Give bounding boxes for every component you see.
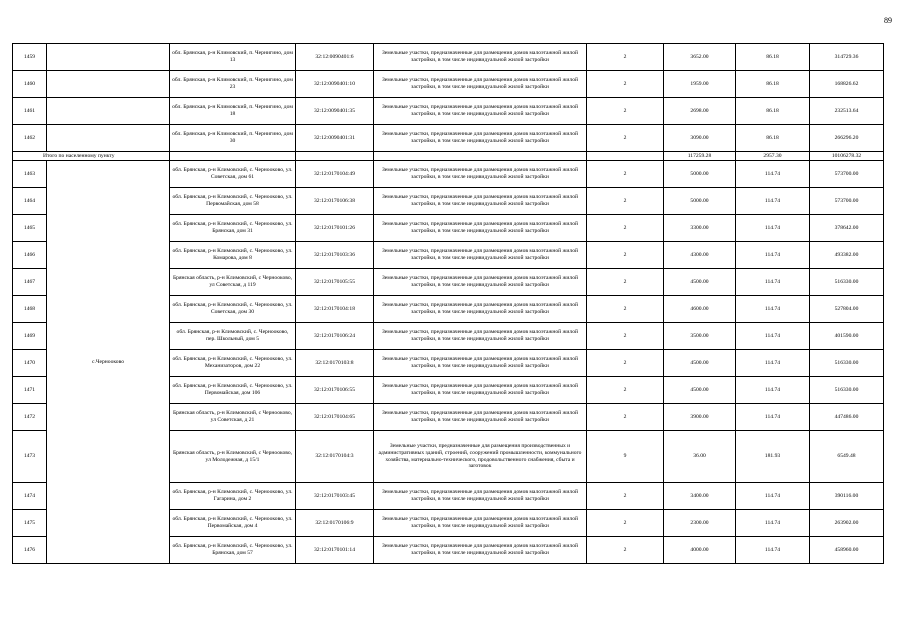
area-cell: 5000.00 <box>664 188 736 215</box>
group-cell: 2 <box>587 296 664 323</box>
cadastral-value-cell: 266296.20 <box>810 125 884 152</box>
specific-value-cell: 114.74 <box>736 537 810 564</box>
cadastral-number-cell: 32:12:0170106:55 <box>296 377 374 404</box>
specific-value-cell: 114.74 <box>736 215 810 242</box>
address-cell: обл. Брянская, р-н Климовский, с. Чернооково, ул. Первомайская, дом 58 <box>170 188 296 215</box>
cadastral-value-cell: 378642.00 <box>810 215 884 242</box>
row-number: 1473 <box>13 431 47 483</box>
land-purpose-cell: Земельные участки, предназначенные для размещения домов малоэтажной жилой застройки, в том числе индивидуальной жилой застройки <box>374 377 587 404</box>
land-purpose-cell: Земельные участки, предназначенные для размещения производственных и административных зданий, строений, сооружений промышленности, коммунального хозяйства, материально-технического, продовольственного снабжения, сбыта и заготовок <box>374 431 587 483</box>
land-purpose-cell: Земельные участки, предназначенные для размещения домов малоэтажной жилой застройки, в том числе индивидуальной жилой застройки <box>374 323 587 350</box>
total-empty-cell <box>296 152 374 161</box>
cadastral-number-cell: 32:12:0090401:31 <box>296 125 374 152</box>
group-cell: 2 <box>587 537 664 564</box>
table-body-upper <box>13 44 884 152</box>
row-number: 1462 <box>13 125 47 152</box>
table-row <box>13 71 884 98</box>
specific-value-cell: 86.18 <box>736 44 810 71</box>
group-cell: 2 <box>587 71 664 98</box>
cadastral-number-cell: 32:12:0170101:26 <box>296 215 374 242</box>
land-purpose-cell: Земельные участки, предназначенные для размещения домов малоэтажной жилой застройки, в том числе индивидуальной жилой застройки <box>374 483 587 510</box>
row-number: 1459 <box>13 44 47 71</box>
cadastral-number-cell: 32:12:0170103:8 <box>296 350 374 377</box>
group-cell: 2 <box>587 161 664 188</box>
cadastral-number-cell: 32:12:0170106:38 <box>296 188 374 215</box>
row-number: 1474 <box>13 483 47 510</box>
specific-value-cell: 114.74 <box>736 510 810 537</box>
specific-value-cell: 86.18 <box>736 71 810 98</box>
cadastral-value-cell: 527804.00 <box>810 296 884 323</box>
area-cell: 4500.00 <box>664 269 736 296</box>
specific-value-cell: 181.93 <box>736 431 810 483</box>
group-cell: 2 <box>587 188 664 215</box>
cadastral-value-cell: 447486.00 <box>810 404 884 431</box>
row-number: 1461 <box>13 98 47 125</box>
specific-value-cell: 114.74 <box>736 350 810 377</box>
address-cell: обл. Брянская, р-н Климовский, с. Чернооково, пер. Школьный, дом 5 <box>170 323 296 350</box>
land-purpose-cell: Земельные участки, предназначенные для размещения домов малоэтажной жилой застройки, в том числе индивидуальной жилой застройки <box>374 296 587 323</box>
area-cell: 1959.00 <box>664 71 736 98</box>
group-cell: 2 <box>587 510 664 537</box>
group-cell: 2 <box>587 350 664 377</box>
cadastral-value-cell: 516330.00 <box>810 350 884 377</box>
row-number: 1466 <box>13 242 47 269</box>
cadastral-number-cell: 32:12:0170104:3 <box>296 431 374 483</box>
table-row <box>13 161 884 188</box>
row-number: 1460 <box>13 71 47 98</box>
cadastral-value-cell: 516330.00 <box>810 377 884 404</box>
land-purpose-cell: Земельные участки, предназначенные для размещения домов малоэтажной жилой застройки, в том числе индивидуальной жилой застройки <box>374 537 587 564</box>
area-cell: 4300.00 <box>664 242 736 269</box>
cadastral-number-cell: 32:12:0170104:65 <box>296 404 374 431</box>
total-empty-cell <box>170 152 296 161</box>
table-body-lower <box>13 161 884 564</box>
area-cell: 4500.00 <box>664 350 736 377</box>
land-purpose-cell: Земельные участки, предназначенные для размещения домов малоэтажной жилой застройки, в том числе индивидуальной жилой застройки <box>374 242 587 269</box>
locality-cell <box>47 44 170 71</box>
group-cell: 2 <box>587 215 664 242</box>
locality-name: с.Чернооково <box>47 161 170 564</box>
address-cell: обл. Брянская, р-н Климовский, с. Чернооково, ул. Брянская, дом 31 <box>170 215 296 242</box>
area-cell: 2300.00 <box>664 510 736 537</box>
group-cell: 2 <box>587 242 664 269</box>
land-purpose-cell: Земельные участки, предназначенные для размещения домов малоэтажной жилой застройки, в том числе индивидуальной жилой застройки <box>374 510 587 537</box>
area-cell: 36.00 <box>664 431 736 483</box>
area-cell: 3652.00 <box>664 44 736 71</box>
row-number: 1467 <box>13 269 47 296</box>
land-purpose-cell: Земельные участки, предназначенные для размещения домов малоэтажной жилой застройки, в том числе индивидуальной жилой застройки <box>374 161 587 188</box>
cadastral-number-cell: 32:12:0090401:10 <box>296 71 374 98</box>
area-cell: 3400.00 <box>664 483 736 510</box>
land-purpose-cell: Земельные участки, предназначенные для размещения домов малоэтажной жилой застройки, в том числе индивидуальной жилой застройки <box>374 44 587 71</box>
cadastral-value-cell: 263902.00 <box>810 510 884 537</box>
address-cell: обл. Брянская, р-н Климовский, п. Чернигино, дом 13 <box>170 44 296 71</box>
specific-value-cell: 114.74 <box>736 296 810 323</box>
address-cell: обл. Брянская, р-н Климовский, с. Чернооково, ул. Брянская, дом 57 <box>170 537 296 564</box>
total-value: 10106278.32 <box>810 152 884 161</box>
specific-value-cell: 114.74 <box>736 404 810 431</box>
specific-value-cell: 86.18 <box>736 98 810 125</box>
group-cell: 2 <box>587 125 664 152</box>
total-empty-cell <box>587 152 664 161</box>
address-cell: обл. Брянская, р-н Климовский, с. Чернооково, ул. Механизаторов, дом 22 <box>170 350 296 377</box>
group-cell: 2 <box>587 377 664 404</box>
cadastral-value-cell: 390116.00 <box>810 483 884 510</box>
specific-value-cell: 114.74 <box>736 323 810 350</box>
table-row <box>13 44 884 71</box>
row-number: 1472 <box>13 404 47 431</box>
address-cell: обл. Брянская, р-н Климовский, п. Чернигино, дом 30 <box>170 125 296 152</box>
address-cell: обл. Брянская, р-н Климовский, п. Чернигино, дом 18 <box>170 98 296 125</box>
land-purpose-cell: Земельные участки, предназначенные для размещения домов малоэтажной жилой застройки, в том числе индивидуальной жилой застройки <box>374 269 587 296</box>
row-number: 1475 <box>13 510 47 537</box>
row-number: 1464 <box>13 188 47 215</box>
area-cell: 3300.00 <box>664 215 736 242</box>
row-number: 1470 <box>13 350 47 377</box>
cadastral-number-cell: 32:12:0170106:24 <box>296 323 374 350</box>
cadastral-value-cell: 401590.00 <box>810 323 884 350</box>
address-cell: обл. Брянская, р-н Климовский, с. Чернооково, ул. Гагарина, дом 2 <box>170 483 296 510</box>
group-cell: 2 <box>587 269 664 296</box>
total-rate: 2957.30 <box>736 152 810 161</box>
cadastral-number-cell: 32:12:0170103:36 <box>296 242 374 269</box>
address-cell: Брянская область, р-н Климовский, с Чернооково, ул Молодежная, д 15/1 <box>170 431 296 483</box>
cadastral-number-cell: 32:12:0170106:9 <box>296 510 374 537</box>
specific-value-cell: 114.74 <box>736 242 810 269</box>
row-number: 1476 <box>13 537 47 564</box>
row-number: 1465 <box>13 215 47 242</box>
cadastral-value-cell: 573700.00 <box>810 161 884 188</box>
land-purpose-cell: Земельные участки, предназначенные для размещения домов малоэтажной жилой застройки, в том числе индивидуальной жилой застройки <box>374 71 587 98</box>
specific-value-cell: 114.74 <box>736 269 810 296</box>
cadastral-value-cell: 493382.00 <box>810 242 884 269</box>
area-cell: 3500.00 <box>664 323 736 350</box>
table-row <box>13 125 884 152</box>
group-cell: 2 <box>587 98 664 125</box>
land-purpose-cell: Земельные участки, предназначенные для размещения домов малоэтажной жилой застройки, в том числе индивидуальной жилой застройки <box>374 215 587 242</box>
cadastral-value-cell: 314729.36 <box>810 44 884 71</box>
locality-cell <box>47 71 170 98</box>
land-purpose-cell: Земельные участки, предназначенные для размещения домов малоэтажной жилой застройки, в том числе индивидуальной жилой застройки <box>374 350 587 377</box>
cadastral-number-cell: 32:12:0090401:6 <box>296 44 374 71</box>
cadastral-value-cell: 168826.62 <box>810 71 884 98</box>
specific-value-cell: 114.74 <box>736 188 810 215</box>
address-cell: обл. Брянская, р-н Климовский, с. Чернооково, ул. Советская, дом 30 <box>170 296 296 323</box>
specific-value-cell: 114.74 <box>736 483 810 510</box>
area-cell: 4000.00 <box>664 537 736 564</box>
address-cell: обл. Брянская, р-н Климовский, п. Чернигино, дом 23 <box>170 71 296 98</box>
cadastral-value-cell: 458960.00 <box>810 537 884 564</box>
address-cell: обл. Брянская, р-н Климовский, с. Чернооково, ул. Комарова, дом 8 <box>170 242 296 269</box>
cadastral-value-cell: 6549.48 <box>810 431 884 483</box>
cadastral-value-cell: 232513.64 <box>810 98 884 125</box>
cadastral-number-cell: 32:12:0170103:45 <box>296 483 374 510</box>
table-row <box>13 98 884 125</box>
page-number: 89 <box>884 16 892 25</box>
locality-cell <box>47 125 170 152</box>
total-empty-cell <box>374 152 587 161</box>
cadastral-number-cell: 32:12:0170104:18 <box>296 296 374 323</box>
specific-value-cell: 114.74 <box>736 161 810 188</box>
area-cell: 4600.00 <box>664 296 736 323</box>
specific-value-cell: 114.74 <box>736 377 810 404</box>
cadastral-number-cell: 32:12:0170105:55 <box>296 269 374 296</box>
area-cell: 5000.00 <box>664 161 736 188</box>
address-cell: обл. Брянская, р-н Климовский, с. Чернооково, ул. Первомайская, дом 4 <box>170 510 296 537</box>
row-number: 1463 <box>13 161 47 188</box>
address-cell: обл. Брянская, р-н Климовский, с. Чернооково, ул. Первомайская, дом 106 <box>170 377 296 404</box>
cadastral-number-cell: 32:12:0090401:35 <box>296 98 374 125</box>
cadastral-value-table <box>12 43 884 564</box>
group-cell: 2 <box>587 404 664 431</box>
group-cell: 9 <box>587 431 664 483</box>
cadastral-value-cell: 573700.00 <box>810 188 884 215</box>
total-area: 117259.28 <box>664 152 736 161</box>
group-cell: 2 <box>587 483 664 510</box>
row-number: 1471 <box>13 377 47 404</box>
locality-total-row <box>13 152 884 161</box>
address-cell: обл. Брянская, р-н Климовский, с. Чернооково, ул. Советская, дом 61 <box>170 161 296 188</box>
land-purpose-cell: Земельные участки, предназначенные для размещения домов малоэтажной жилой застройки, в том числе индивидуальной жилой застройки <box>374 188 587 215</box>
row-number: 1468 <box>13 296 47 323</box>
group-cell: 2 <box>587 323 664 350</box>
specific-value-cell: 86.18 <box>736 125 810 152</box>
area-cell: 3900.00 <box>664 404 736 431</box>
total-label: Итого по населенному пункту <box>13 152 170 161</box>
address-cell: Брянская область, р-н Климовский, с Чернооково, ул Советская, д 119 <box>170 269 296 296</box>
cadastral-number-cell: 32:12:0170104:49 <box>296 161 374 188</box>
cadastral-value-cell: 516330.00 <box>810 269 884 296</box>
land-purpose-cell: Земельные участки, предназначенные для размещения домов малоэтажной жилой застройки, в том числе индивидуальной жилой застройки <box>374 125 587 152</box>
address-cell: Брянская область, р-н Климовский, с Чернооково, ул Советская, д 21 <box>170 404 296 431</box>
area-cell: 4500.00 <box>664 377 736 404</box>
cadastral-number-cell: 32:12:0170101:14 <box>296 537 374 564</box>
group-cell: 2 <box>587 44 664 71</box>
area-cell: 3090.00 <box>664 125 736 152</box>
land-purpose-cell: Земельные участки, предназначенные для размещения домов малоэтажной жилой застройки, в том числе индивидуальной жилой застройки <box>374 98 587 125</box>
area-cell: 2698.00 <box>664 98 736 125</box>
locality-cell <box>47 98 170 125</box>
row-number: 1469 <box>13 323 47 350</box>
land-purpose-cell: Земельные участки, предназначенные для размещения домов малоэтажной жилой застройки, в том числе индивидуальной жилой застройки <box>374 404 587 431</box>
table-body-total <box>13 152 884 161</box>
